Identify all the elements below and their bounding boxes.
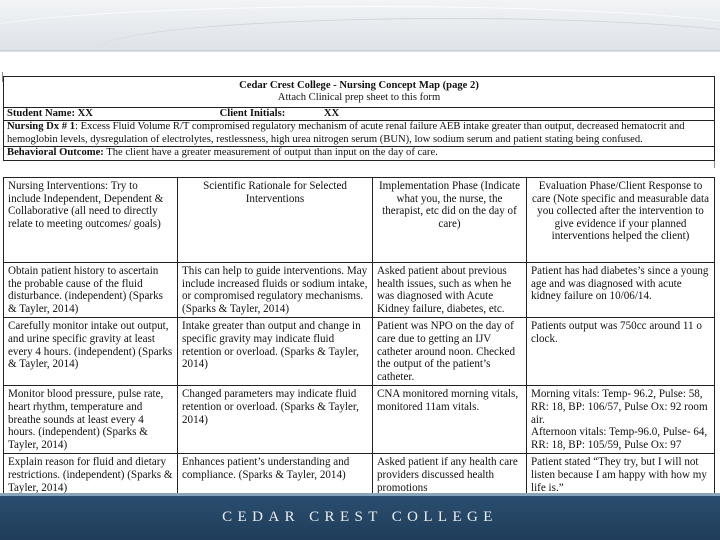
decorative-swoosh xyxy=(100,18,720,79)
table-cell: Asked patient if any health care providers discussed health promotions xyxy=(373,454,527,493)
college-name: CEDAR CREST COLLEGE xyxy=(222,509,498,525)
header-evaluation: Evaluation Phase/Client Response to care (Note specific and measurable data you collected after the intervention to give evidence if your planned interventions helped the client) xyxy=(527,178,715,263)
table-cell: Asked patient about previous health issues, such as when he was diagnosed with Acute Kidney failure, diabetes, etc. xyxy=(373,263,527,318)
header-interventions: Nursing Interventions: Try to include Independent, Dependent & Collaborative (all need to directly relate to meeting outcomes/ goals) xyxy=(4,178,178,263)
form-title-cell xyxy=(4,77,715,108)
table-cell: Morning vitals: Temp- 96.2, Pulse: 58, RR: 18, BP: 106/57, Pulse Ox: 92 room air. Afternoon vitals: Temp-96.0, Pulse- 64, RR: 18, BP: 105/59, Pulse Ox: 97 xyxy=(527,386,715,454)
form-subtitle: Attach Clinical prep sheet to this form xyxy=(277,92,441,104)
table-cell: Patients output was 750cc around 11 o clock. xyxy=(527,318,715,386)
client-initials-label: Client Initials: xyxy=(219,108,286,119)
slide-header-band xyxy=(0,0,720,52)
student-info-cell xyxy=(4,108,715,121)
table-row xyxy=(4,386,715,454)
behavioral-outcome-cell xyxy=(4,147,715,160)
table-cell: CNA monitored morning vitals, monitored 11am vitals. xyxy=(373,386,527,454)
table-cell: Obtain patient history to ascertain the probable cause of the fluid disturbance. (independent) (Sparks & Tayler, 2014) xyxy=(4,263,178,318)
nursing-dx-text: : Excess Fluid Volume R/T compromised regulatory mechanism of acute renal failure AEB intake greater than output, decreased hematocrit and hemoglobin levels, dysregulation of electrolytes, restlessness, high urea nitrogen serum (BUN), low sodium serum and patient stating being confused. xyxy=(7,121,685,145)
table-cell: Changed parameters may indicate fluid retention or overload. (Sparks & Tayler, 2014) xyxy=(178,386,373,454)
table-cell: Enhances patient’s understanding and compliance. (Sparks & Tayler, 2014) xyxy=(178,454,373,493)
table-row xyxy=(4,263,715,318)
header-rule xyxy=(0,50,720,51)
table-cell: This can help to guide interventions. May include increased fluids or sodium intake, or compromised regulatory mechanisms. (Sparks & Tayler, 2014) xyxy=(178,263,373,318)
student-name-label: Student Name: xyxy=(7,108,75,119)
behavioral-outcome-text: The client have a greater measurement of output than input on the day of care. xyxy=(106,147,438,159)
table-cell: Patient was NPO on the day of care due to getting an IJV catheter around noon. Checked the output of the patient’s catheter. xyxy=(373,318,527,386)
header-implementation: Implementation Phase (Indicate what you, the nurse, the therapist, etc did on the day of care) xyxy=(373,178,527,263)
table-header-row xyxy=(4,178,715,263)
margin-mark xyxy=(714,160,715,168)
table-row xyxy=(4,454,715,493)
student-name-value: XX xyxy=(77,108,93,119)
concept-map-header-table xyxy=(3,76,715,161)
nursing-dx-label: Nursing Dx # 1 xyxy=(7,121,75,133)
table-cell: Monitor blood pressure, pulse rate, heart rhythm, temperature and breathe sounds at least every 4 hours. (independent) (Sparks & Tayler, 2014) xyxy=(4,386,178,454)
table-row xyxy=(4,318,715,386)
table-cell: Patient stated “They try, but I will not listen because I am happy with how my life is.” xyxy=(527,454,715,493)
nursing-diagnosis-cell xyxy=(4,121,715,147)
behavioral-outcome-label: Behavioral Outcome: xyxy=(7,147,104,159)
footer-accent-line xyxy=(0,493,720,496)
table-cell: Explain reason for fluid and dietary restrictions. (independent) (Sparks & Tayler, 2014) xyxy=(4,454,178,493)
table-cell: Patient has had diabetes’s since a young age and was diagnosed with acute kidney failure on 10/06/14. xyxy=(527,263,715,318)
table-cell: Intake greater than output and change in specific gravity may indicate fluid retention or overload. (Sparks & Tayler, 2014) xyxy=(178,318,373,386)
form-title: Cedar Crest College - Nursing Concept Map (page 2) xyxy=(239,80,479,91)
client-initials-value: XX xyxy=(323,108,340,119)
college-footer-bar xyxy=(0,493,720,540)
interventions-table xyxy=(3,177,715,493)
table-cell: Carefully monitor intake out output, and urine specific gravity at least every 4 hours. (independent) (Sparks & Tayler, 2014) xyxy=(4,318,178,386)
header-rationale: Scientific Rationale for Selected Interventions xyxy=(178,178,373,263)
